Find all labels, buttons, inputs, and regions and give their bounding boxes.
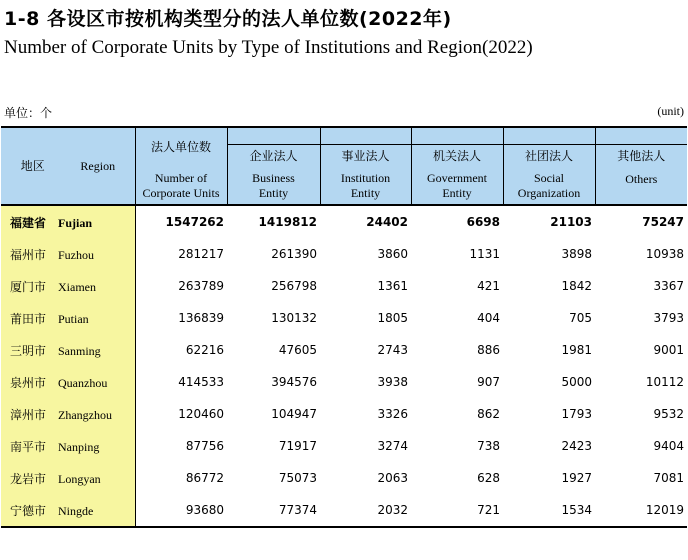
region-name-en: Quanzhou bbox=[58, 375, 108, 390]
region-name-en: Putian bbox=[58, 311, 89, 326]
institution-value-cell: 1361 bbox=[377, 279, 408, 293]
region-cell bbox=[1, 302, 135, 334]
business-value-cell: 1419812 bbox=[258, 215, 317, 229]
social-value-cell: 1842 bbox=[561, 279, 592, 293]
table-row bbox=[1, 238, 687, 270]
region-cell bbox=[1, 398, 135, 430]
business-value-cell: 256798 bbox=[271, 279, 317, 293]
table-row bbox=[1, 462, 687, 494]
region-cell bbox=[1, 205, 135, 238]
region-name-en: Nanping bbox=[58, 439, 100, 454]
business-header-en-2: Entity bbox=[258, 186, 289, 200]
total-value-cell: 263789 bbox=[178, 279, 224, 293]
social-value-cell: 1793 bbox=[561, 407, 592, 421]
region-cell bbox=[1, 270, 135, 302]
social-value-cell: 1981 bbox=[561, 343, 592, 357]
total-value-cell: 281217 bbox=[178, 247, 224, 261]
social-value-cell: 2423 bbox=[561, 439, 592, 453]
others-value-cell: 9001 bbox=[653, 343, 684, 357]
others-header bbox=[595, 127, 687, 205]
total-value-cell: 414533 bbox=[178, 375, 224, 389]
table-row bbox=[1, 398, 687, 430]
region-name-en: Ningde bbox=[58, 503, 94, 518]
business-header-en-1: Business bbox=[252, 171, 295, 185]
government-header-en-1: Government bbox=[427, 171, 487, 185]
table-row bbox=[1, 302, 687, 334]
total-value-cell: 1547262 bbox=[165, 215, 224, 229]
government-value-cell: 628 bbox=[477, 471, 500, 485]
institution-value-cell: 2063 bbox=[377, 471, 408, 485]
region-name-cn: 三明市 bbox=[10, 343, 47, 358]
others-header-cn: 其他法人 bbox=[617, 149, 666, 163]
table-header bbox=[1, 127, 687, 205]
social-value-cell: 5000 bbox=[561, 375, 592, 389]
social-value-cell: 21103 bbox=[550, 215, 592, 229]
region-name-cn: 漳州市 bbox=[10, 407, 47, 422]
region-cell bbox=[1, 494, 135, 527]
page-title-cn: 1-8 各设区市按机构类型分的法人单位数(2022年) bbox=[4, 8, 452, 30]
region-name-en: Longyan bbox=[58, 471, 101, 486]
total-header-en-1: Number of bbox=[154, 171, 208, 185]
region-cell bbox=[1, 430, 135, 462]
business-header-cn: 企业法人 bbox=[249, 149, 298, 163]
total-header-cn: 法人单位数 bbox=[150, 140, 211, 154]
business-value-cell: 104947 bbox=[271, 407, 317, 421]
region-header-en: Region bbox=[80, 158, 116, 173]
region-name-en: Sanming bbox=[58, 343, 101, 358]
region-name-en: Fuzhou bbox=[58, 247, 94, 262]
table-row bbox=[1, 270, 687, 302]
region-name-cn: 宁德市 bbox=[10, 503, 47, 518]
others-value-cell: 10112 bbox=[645, 375, 684, 389]
total-value-cell: 86772 bbox=[185, 471, 224, 485]
government-header bbox=[411, 127, 503, 205]
total-value-cell: 62216 bbox=[185, 343, 224, 357]
government-value-cell: 421 bbox=[477, 279, 500, 293]
government-value-cell: 907 bbox=[477, 375, 500, 389]
region-cell bbox=[1, 366, 135, 398]
region-header-cn: 地区 bbox=[20, 158, 45, 173]
business-value-cell: 75073 bbox=[278, 471, 317, 485]
unit-label-en: (unit) bbox=[657, 104, 684, 118]
government-value-cell: 721 bbox=[411, 494, 503, 527]
region-name-en: Zhangzhou bbox=[58, 407, 112, 422]
institution-header-en-2: Entity bbox=[350, 186, 381, 200]
region-name-cn: 泉州市 bbox=[10, 375, 47, 390]
social-header-en-1: Social bbox=[534, 171, 564, 185]
social-value-cell: 3898 bbox=[561, 247, 592, 261]
government-value-cell: 1131 bbox=[469, 247, 500, 261]
table-row-total bbox=[1, 205, 687, 238]
corporate-units-table bbox=[1, 126, 687, 528]
government-value-cell: 6698 bbox=[466, 215, 500, 229]
business-value-cell: 130132 bbox=[271, 311, 317, 325]
others-value-cell: 12019 bbox=[595, 494, 687, 527]
business-value-cell: 71917 bbox=[278, 439, 317, 453]
region-cell bbox=[1, 462, 135, 494]
region-header bbox=[1, 127, 135, 205]
region-cell bbox=[1, 238, 135, 270]
region-name-cn: 福建省 bbox=[10, 215, 47, 230]
others-value-cell: 9532 bbox=[653, 407, 684, 421]
others-value-cell: 75247 bbox=[642, 215, 684, 229]
government-value-cell: 738 bbox=[477, 439, 500, 453]
table-body bbox=[1, 205, 687, 527]
region-name-cn: 福州市 bbox=[10, 247, 47, 262]
unit-label-cn: 单位：个 bbox=[4, 106, 53, 120]
region-name-cn: 莆田市 bbox=[10, 311, 47, 326]
total-header bbox=[135, 127, 227, 205]
page-title-en: Number of Corporate Units by Type of Institutions and Region(2022) bbox=[4, 37, 533, 58]
government-value-cell: 862 bbox=[477, 407, 500, 421]
others-value-cell: 7081 bbox=[653, 471, 684, 485]
business-value-cell: 394576 bbox=[271, 375, 317, 389]
region-name-cn: 龙岩市 bbox=[10, 471, 47, 486]
total-value-cell: 87756 bbox=[185, 439, 224, 453]
social-header bbox=[503, 127, 595, 205]
social-header-en-2: Organization bbox=[517, 186, 581, 200]
table-row bbox=[1, 494, 687, 527]
total-value-cell: 136839 bbox=[178, 311, 224, 325]
institution-value-cell: 3860 bbox=[377, 247, 408, 261]
region-name-cn: 厦门市 bbox=[10, 279, 47, 294]
others-value-cell: 9404 bbox=[653, 439, 684, 453]
business-header bbox=[227, 127, 320, 205]
institution-header-cn: 事业法人 bbox=[341, 149, 390, 163]
region-name-en: Fujian bbox=[58, 215, 93, 230]
others-value-cell: 3367 bbox=[653, 279, 684, 293]
table-row bbox=[1, 334, 687, 366]
others-value-cell: 10938 bbox=[645, 247, 684, 261]
institution-header-en-1: Institution bbox=[340, 171, 391, 185]
institution-value-cell: 24402 bbox=[366, 215, 408, 229]
government-header-cn: 机关法人 bbox=[432, 149, 481, 163]
table-row bbox=[1, 366, 687, 398]
social-value-cell: 1927 bbox=[561, 471, 592, 485]
region-cell bbox=[1, 334, 135, 366]
table-row bbox=[1, 430, 687, 462]
business-value-cell: 261390 bbox=[271, 247, 317, 261]
social-header-cn: 社团法人 bbox=[524, 149, 573, 163]
institution-value-cell: 2032 bbox=[320, 494, 411, 527]
business-value-cell: 77374 bbox=[227, 494, 320, 527]
social-value-cell: 1534 bbox=[503, 494, 595, 527]
region-name-cn: 南平市 bbox=[10, 439, 47, 454]
institution-value-cell: 3326 bbox=[377, 407, 408, 421]
total-header-en-2: Corporate Units bbox=[142, 186, 220, 200]
institution-value-cell: 3938 bbox=[377, 375, 408, 389]
government-value-cell: 886 bbox=[477, 343, 500, 357]
institution-value-cell: 1805 bbox=[377, 311, 408, 325]
institution-header bbox=[320, 127, 411, 205]
others-value-cell: 3793 bbox=[653, 311, 684, 325]
government-header-en-2: Entity bbox=[442, 186, 472, 200]
institution-value-cell: 2743 bbox=[377, 343, 408, 357]
institution-value-cell: 3274 bbox=[377, 439, 408, 453]
social-value-cell: 705 bbox=[569, 311, 592, 325]
business-value-cell: 47605 bbox=[278, 343, 317, 357]
others-header-en: Others bbox=[625, 172, 658, 186]
total-value-cell: 93680 bbox=[135, 494, 227, 527]
government-value-cell: 404 bbox=[477, 311, 500, 325]
region-name-en: Xiamen bbox=[58, 279, 96, 294]
total-value-cell: 120460 bbox=[178, 407, 224, 421]
